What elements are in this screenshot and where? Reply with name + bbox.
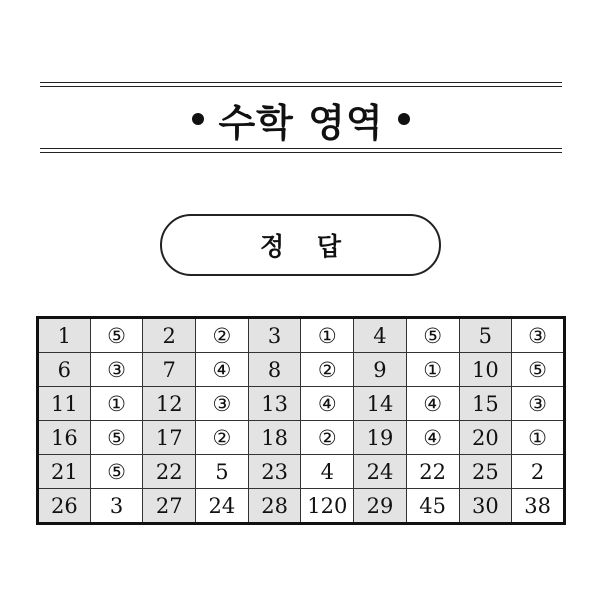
answer-cell: ④ <box>406 387 459 421</box>
title-bottom-rule <box>40 148 562 153</box>
question-number-cell: 19 <box>354 421 407 455</box>
table-row <box>38 353 565 387</box>
table-row <box>38 489 565 524</box>
answer-cell: ② <box>196 421 249 455</box>
answer-cell: ② <box>301 421 354 455</box>
question-number-cell: 16 <box>38 421 91 455</box>
answer-cell: ⑤ <box>90 318 143 353</box>
question-number-cell: 18 <box>248 421 301 455</box>
answer-cell: ③ <box>196 387 249 421</box>
section-title <box>40 95 562 143</box>
answer-cell: ③ <box>90 353 143 387</box>
question-number-cell: 21 <box>38 455 91 489</box>
answer-label-box <box>160 214 441 276</box>
question-number-cell: 7 <box>143 353 196 387</box>
table-row <box>38 318 565 353</box>
answer-cell: ① <box>90 387 143 421</box>
question-number-cell: 24 <box>354 455 407 489</box>
table-row <box>38 421 565 455</box>
title-top-rule <box>40 82 562 87</box>
question-number-cell: 1 <box>38 318 91 353</box>
question-number-cell: 20 <box>459 421 512 455</box>
answer-cell: ① <box>406 353 459 387</box>
answer-cell: 24 <box>196 489 249 524</box>
question-number-cell: 12 <box>143 387 196 421</box>
question-number-cell: 26 <box>38 489 91 524</box>
question-number-cell: 4 <box>354 318 407 353</box>
answer-cell: 45 <box>406 489 459 524</box>
section-title-text: 수학 영역 <box>218 100 384 145</box>
question-number-cell: 3 <box>248 318 301 353</box>
answer-cell: ⑤ <box>90 421 143 455</box>
answer-cell: 120 <box>301 489 354 524</box>
question-number-cell: 14 <box>354 387 407 421</box>
answer-cell: ② <box>301 353 354 387</box>
answer-label-text: 정 답 <box>259 232 353 261</box>
question-number-cell: 30 <box>459 489 512 524</box>
answer-cell: ④ <box>406 421 459 455</box>
answer-cell: ④ <box>196 353 249 387</box>
answer-key-body <box>38 318 565 524</box>
answer-cell: 38 <box>512 489 565 524</box>
question-number-cell: 8 <box>248 353 301 387</box>
answer-cell: 4 <box>301 455 354 489</box>
question-number-cell: 11 <box>38 387 91 421</box>
answer-cell: ① <box>512 421 565 455</box>
answer-cell: 22 <box>406 455 459 489</box>
question-number-cell: 25 <box>459 455 512 489</box>
table-row <box>38 455 565 489</box>
question-number-cell: 10 <box>459 353 512 387</box>
question-number-cell: 6 <box>38 353 91 387</box>
question-number-cell: 29 <box>354 489 407 524</box>
question-number-cell: 13 <box>248 387 301 421</box>
answer-cell: 2 <box>512 455 565 489</box>
answer-cell: ③ <box>512 387 565 421</box>
question-number-cell: 15 <box>459 387 512 421</box>
question-number-cell: 22 <box>143 455 196 489</box>
answer-cell: ③ <box>512 318 565 353</box>
question-number-cell: 9 <box>354 353 407 387</box>
question-number-cell: 5 <box>459 318 512 353</box>
question-number-cell: 28 <box>248 489 301 524</box>
answer-key-table <box>36 316 566 525</box>
bullet-left-icon <box>192 113 204 125</box>
question-number-cell: 27 <box>143 489 196 524</box>
bullet-right-icon <box>398 113 410 125</box>
answer-cell: ① <box>301 318 354 353</box>
question-number-cell: 17 <box>143 421 196 455</box>
question-number-cell: 2 <box>143 318 196 353</box>
answer-cell: ④ <box>301 387 354 421</box>
answer-cell: 5 <box>196 455 249 489</box>
answer-cell: 3 <box>90 489 143 524</box>
question-number-cell: 23 <box>248 455 301 489</box>
table-row <box>38 387 565 421</box>
answer-cell: ⑤ <box>90 455 143 489</box>
answer-cell: ⑤ <box>406 318 459 353</box>
answer-cell: ② <box>196 318 249 353</box>
answer-cell: ⑤ <box>512 353 565 387</box>
